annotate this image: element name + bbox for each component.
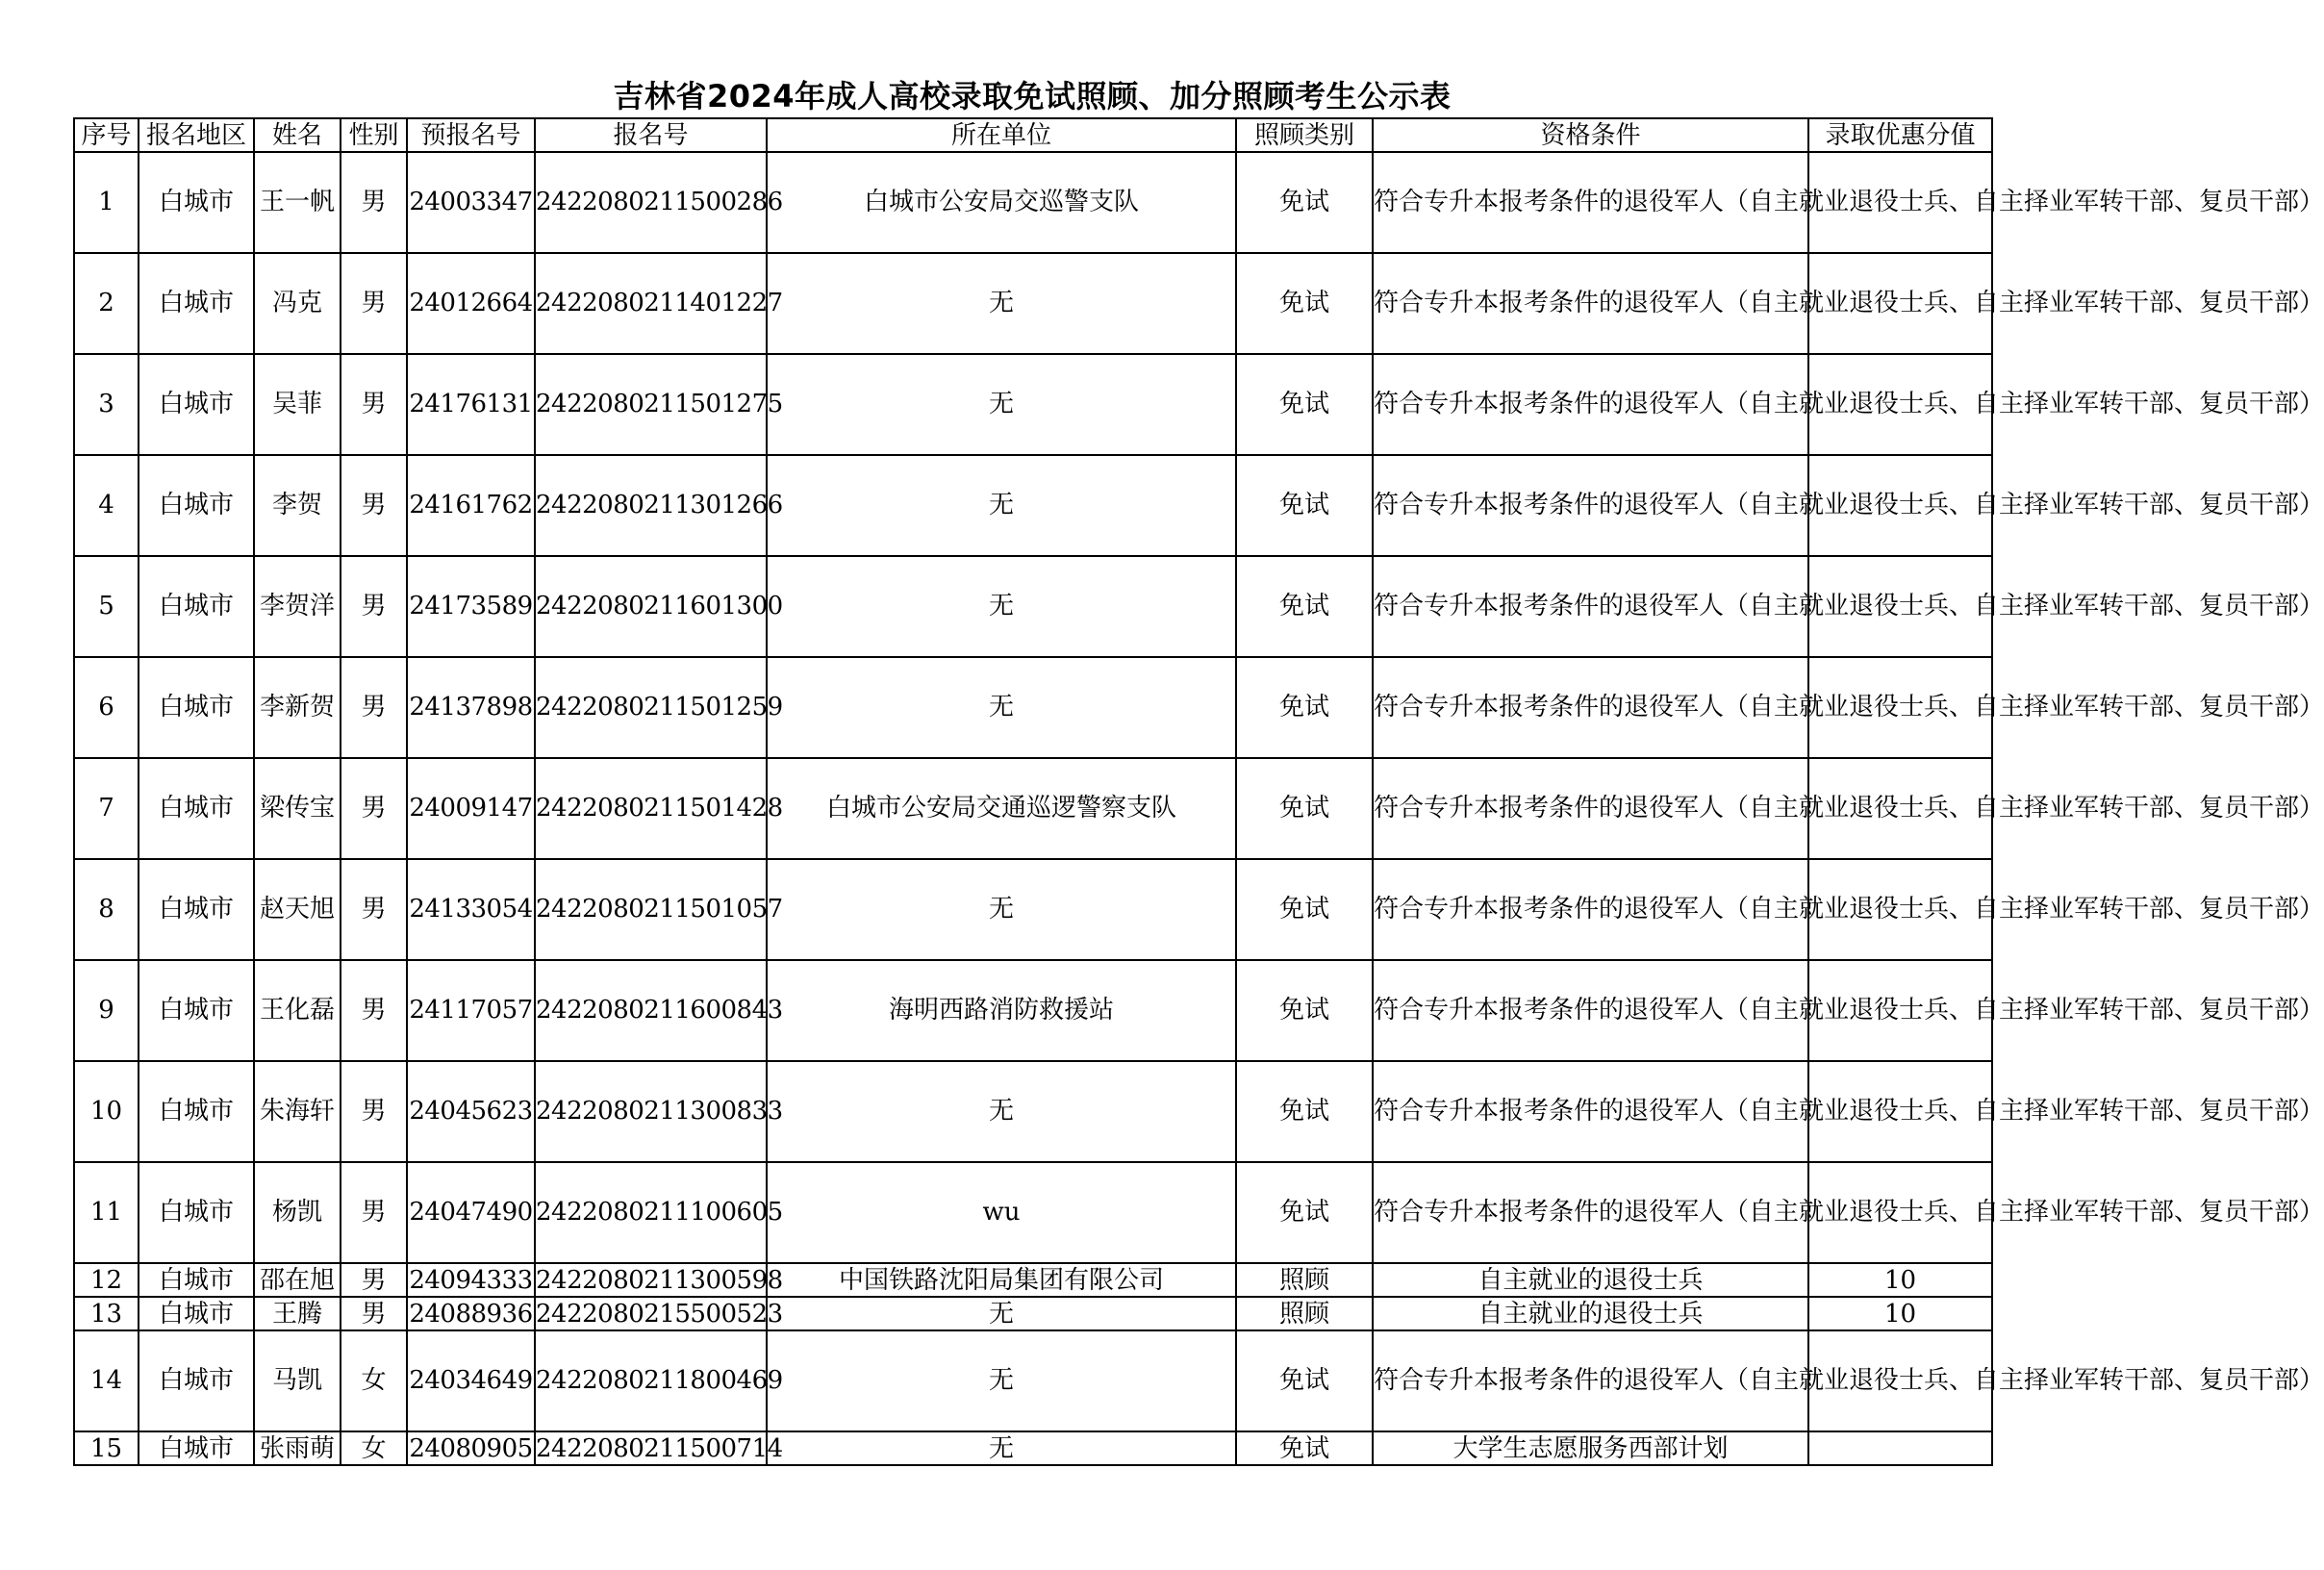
cell-region: 白城市 (139, 455, 254, 556)
cell-gender: 男 (341, 1297, 407, 1330)
cell-name: 张雨萌 (254, 1431, 341, 1465)
cell-care-category: 免试 (1236, 253, 1373, 354)
cell-name: 马凯 (254, 1330, 341, 1431)
cell-serial: 10 (74, 1061, 139, 1162)
cell-work-unit: wu (767, 1162, 1236, 1263)
cell-name: 李贺 (254, 455, 341, 556)
cell-care-category: 免试 (1236, 455, 1373, 556)
cell-work-unit: 无 (767, 253, 1236, 354)
cell-registration-id: 2422080211300833 (535, 1061, 767, 1162)
column-header: 资格条件 (1373, 118, 1808, 152)
table-row (74, 1162, 1992, 1263)
cell-registration-id: 2422080215500523 (535, 1297, 767, 1330)
table-row (74, 1431, 1992, 1465)
cell-name: 梁传宝 (254, 758, 341, 859)
cell-registration-id: 2422080211800469 (535, 1330, 767, 1431)
cell-care-category: 免试 (1236, 1431, 1373, 1465)
cell-registration-id: 2422080211600843 (535, 960, 767, 1061)
column-header: 录取优惠分值 (1808, 118, 1992, 152)
table-row (74, 455, 1992, 556)
cell-region: 白城市 (139, 1297, 254, 1330)
cell-pre-registration-id: 24088936 (407, 1297, 535, 1330)
cell-qualification: 符合专升本报考条件的退役军人（自主就业退役士兵、自主择业军转干部、复员干部） (1373, 960, 1808, 1061)
cell-pre-registration-id: 24080905 (407, 1431, 535, 1465)
cell-gender: 男 (341, 1162, 407, 1263)
cell-region: 白城市 (139, 1263, 254, 1297)
cell-name: 杨凯 (254, 1162, 341, 1263)
cell-region: 白城市 (139, 758, 254, 859)
cell-care-category: 免试 (1236, 859, 1373, 960)
cell-work-unit: 无 (767, 556, 1236, 657)
cell-qualification: 符合专升本报考条件的退役军人（自主就业退役士兵、自主择业军转干部、复员干部） (1373, 1061, 1808, 1162)
cell-pre-registration-id: 24009147 (407, 758, 535, 859)
column-header: 预报名号 (407, 118, 535, 152)
cell-name: 朱海轩 (254, 1061, 341, 1162)
cell-serial: 12 (74, 1263, 139, 1297)
cell-care-category: 免试 (1236, 354, 1373, 455)
cell-name: 冯克 (254, 253, 341, 354)
column-header: 照顾类别 (1236, 118, 1373, 152)
cell-care-category: 免试 (1236, 960, 1373, 1061)
cell-care-category: 免试 (1236, 152, 1373, 253)
cell-serial: 5 (74, 556, 139, 657)
table-header-row (74, 118, 1992, 152)
cell-registration-id: 2422080211501057 (535, 859, 767, 960)
cell-registration-id: 2422080211401227 (535, 253, 767, 354)
cell-name: 王一帆 (254, 152, 341, 253)
cell-care-category: 照顾 (1236, 1297, 1373, 1330)
cell-gender: 男 (341, 253, 407, 354)
table-row (74, 859, 1992, 960)
cell-pre-registration-id: 24173589 (407, 556, 535, 657)
cell-region: 白城市 (139, 556, 254, 657)
cell-region: 白城市 (139, 1061, 254, 1162)
cell-care-category: 照顾 (1236, 1263, 1373, 1297)
cell-registration-id: 2422080211501275 (535, 354, 767, 455)
cell-qualification: 符合专升本报考条件的退役军人（自主就业退役士兵、自主择业军转干部、复员干部） (1373, 556, 1808, 657)
cell-registration-id: 2422080211500286 (535, 152, 767, 253)
cell-serial: 2 (74, 253, 139, 354)
cell-gender: 男 (341, 859, 407, 960)
cell-name: 吴菲 (254, 354, 341, 455)
cell-serial: 14 (74, 1330, 139, 1431)
cell-qualification: 符合专升本报考条件的退役军人（自主就业退役士兵、自主择业军转干部、复员干部） (1373, 152, 1808, 253)
cell-pre-registration-id: 24117057 (407, 960, 535, 1061)
cell-work-unit: 无 (767, 354, 1236, 455)
cell-bonus-points: 10 (1808, 1297, 1992, 1330)
cell-region: 白城市 (139, 1431, 254, 1465)
cell-gender: 男 (341, 758, 407, 859)
cell-qualification: 符合专升本报考条件的退役军人（自主就业退役士兵、自主择业军转干部、复员干部） (1373, 859, 1808, 960)
cell-care-category: 免试 (1236, 1162, 1373, 1263)
cell-registration-id: 2422080211100605 (535, 1162, 767, 1263)
table-row (74, 152, 1992, 253)
table-row (74, 354, 1992, 455)
cell-gender: 女 (341, 1431, 407, 1465)
table-row (74, 657, 1992, 758)
cell-pre-registration-id: 24176131 (407, 354, 535, 455)
column-header: 性别 (341, 118, 407, 152)
table-row (74, 1263, 1992, 1297)
cell-name: 李贺洋 (254, 556, 341, 657)
cell-registration-id: 2422080211501259 (535, 657, 767, 758)
cell-registration-id: 2422080211501428 (535, 758, 767, 859)
cell-qualification: 符合专升本报考条件的退役军人（自主就业退役士兵、自主择业军转干部、复员干部） (1373, 354, 1808, 455)
cell-region: 白城市 (139, 1330, 254, 1431)
cell-pre-registration-id: 24045623 (407, 1061, 535, 1162)
cell-qualification: 符合专升本报考条件的退役军人（自主就业退役士兵、自主择业军转干部、复员干部） (1373, 1330, 1808, 1431)
cell-serial: 4 (74, 455, 139, 556)
cell-serial: 7 (74, 758, 139, 859)
cell-work-unit: 无 (767, 1061, 1236, 1162)
column-header: 报名号 (535, 118, 767, 152)
cell-pre-registration-id: 24047490 (407, 1162, 535, 1263)
cell-gender: 男 (341, 455, 407, 556)
cell-qualification: 自主就业的退役士兵 (1373, 1297, 1808, 1330)
cell-region: 白城市 (139, 152, 254, 253)
table-row (74, 1330, 1992, 1431)
cell-work-unit: 无 (767, 859, 1236, 960)
cell-gender: 男 (341, 1061, 407, 1162)
cell-gender: 女 (341, 1330, 407, 1431)
cell-qualification: 符合专升本报考条件的退役军人（自主就业退役士兵、自主择业军转干部、复员干部） (1373, 1162, 1808, 1263)
cell-bonus-points (1808, 1431, 1992, 1465)
cell-gender: 男 (341, 354, 407, 455)
cell-work-unit: 无 (767, 1297, 1236, 1330)
cell-gender: 男 (341, 657, 407, 758)
cell-work-unit: 无 (767, 657, 1236, 758)
cell-name: 王腾 (254, 1297, 341, 1330)
table-row (74, 1061, 1992, 1162)
cell-serial: 15 (74, 1431, 139, 1465)
cell-region: 白城市 (139, 657, 254, 758)
cell-pre-registration-id: 24034649 (407, 1330, 535, 1431)
cell-region: 白城市 (139, 859, 254, 960)
cell-pre-registration-id: 24012664 (407, 253, 535, 354)
cell-care-category: 免试 (1236, 1330, 1373, 1431)
cell-gender: 男 (341, 960, 407, 1061)
table-body (74, 152, 2324, 1465)
cell-region: 白城市 (139, 354, 254, 455)
cell-registration-id: 2422080211301266 (535, 455, 767, 556)
cell-serial: 13 (74, 1297, 139, 1330)
cell-serial: 9 (74, 960, 139, 1061)
cell-pre-registration-id: 24003347 (407, 152, 535, 253)
cell-gender: 男 (341, 152, 407, 253)
cell-qualification: 符合专升本报考条件的退役军人（自主就业退役士兵、自主择业军转干部、复员干部） (1373, 758, 1808, 859)
cell-serial: 6 (74, 657, 139, 758)
cell-qualification: 自主就业的退役士兵 (1373, 1263, 1808, 1297)
cell-name: 李新贺 (254, 657, 341, 758)
cell-serial: 3 (74, 354, 139, 455)
cell-name: 赵天旭 (254, 859, 341, 960)
cell-registration-id: 2422080211601300 (535, 556, 767, 657)
column-header: 序号 (74, 118, 139, 152)
table-row (74, 556, 1992, 657)
cell-region: 白城市 (139, 1162, 254, 1263)
cell-work-unit: 无 (767, 455, 1236, 556)
table-row (74, 960, 1992, 1061)
cell-work-unit: 白城市公安局交通巡逻警察支队 (767, 758, 1236, 859)
table-row (74, 253, 1992, 354)
column-header: 姓名 (254, 118, 341, 152)
cell-serial: 8 (74, 859, 139, 960)
cell-registration-id: 2422080211500714 (535, 1431, 767, 1465)
cell-region: 白城市 (139, 253, 254, 354)
cell-care-category: 免试 (1236, 1061, 1373, 1162)
cell-serial: 1 (74, 152, 139, 253)
cell-work-unit: 白城市公安局交巡警支队 (767, 152, 1236, 253)
candidate-table (73, 117, 2324, 1466)
table-row (74, 1297, 1992, 1330)
cell-pre-registration-id: 24133054 (407, 859, 535, 960)
cell-registration-id: 2422080211300598 (535, 1263, 767, 1297)
column-header: 所在单位 (767, 118, 1236, 152)
cell-pre-registration-id: 24137898 (407, 657, 535, 758)
cell-qualification: 符合专升本报考条件的退役军人（自主就业退役士兵、自主择业军转干部、复员干部） (1373, 657, 1808, 758)
page-title: 吉林省2024年成人高校录取免试照顾、加分照顾考生公示表 (613, 78, 1452, 114)
cell-care-category: 免试 (1236, 657, 1373, 758)
cell-work-unit: 无 (767, 1330, 1236, 1431)
cell-work-unit: 无 (767, 1431, 1236, 1465)
cell-bonus-points: 10 (1808, 1263, 1992, 1297)
cell-qualification: 符合专升本报考条件的退役军人（自主就业退役士兵、自主择业军转干部、复员干部） (1373, 253, 1808, 354)
column-header: 报名地区 (139, 118, 254, 152)
cell-work-unit: 海明西路消防救援站 (767, 960, 1236, 1061)
cell-serial: 11 (74, 1162, 139, 1263)
cell-care-category: 免试 (1236, 758, 1373, 859)
cell-name: 邵在旭 (254, 1263, 341, 1297)
cell-pre-registration-id: 24094333 (407, 1263, 535, 1297)
table-row (74, 758, 1992, 859)
cell-pre-registration-id: 24161762 (407, 455, 535, 556)
cell-gender: 男 (341, 556, 407, 657)
cell-qualification: 符合专升本报考条件的退役军人（自主就业退役士兵、自主择业军转干部、复员干部） (1373, 455, 1808, 556)
cell-region: 白城市 (139, 960, 254, 1061)
cell-work-unit: 中国铁路沈阳局集团有限公司 (767, 1263, 1236, 1297)
cell-care-category: 免试 (1236, 556, 1373, 657)
cell-qualification: 大学生志愿服务西部计划 (1373, 1431, 1808, 1465)
cell-gender: 男 (341, 1263, 407, 1297)
cell-name: 王化磊 (254, 960, 341, 1061)
